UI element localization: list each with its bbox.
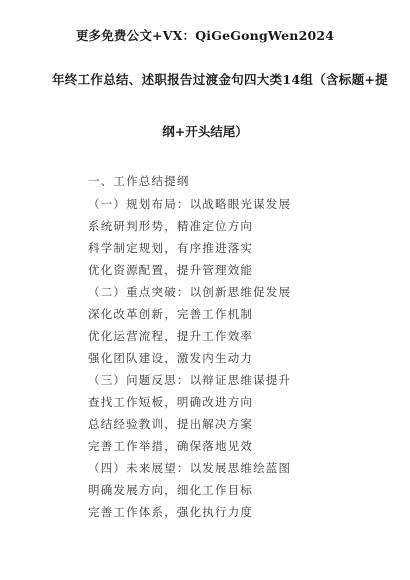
subsection-heading-3: （三）问题反思：以辩证思维谋提升 — [88, 373, 292, 387]
body-line: 系统研判形势，精准定位方向 — [88, 219, 254, 233]
subsection-heading-2: （二）重点突破：以创新思维促发展 — [88, 285, 292, 299]
body-line: 优化运营流程，提升工作效率 — [88, 329, 254, 343]
promo-header: 更多免费公文+VX：QiGeGongWen2024 — [75, 28, 335, 43]
subsection-heading-4: （四）未来展望：以发展思维绘蓝图 — [88, 461, 292, 475]
body-line: 总结经验教训，提出解决方案 — [88, 417, 254, 431]
body-line: 深化改革创新，完善工作机制 — [88, 307, 254, 321]
section-heading: 一、工作总结提纲 — [88, 174, 190, 188]
body-line: 明确发展方向，细化工作目标 — [88, 483, 254, 497]
body-line: 强化团队建设，激发内生动力 — [88, 351, 254, 365]
document-title-line-2: 纲+开头结尾） — [162, 124, 248, 139]
subsection-heading-1: （一）规划布局：以战略眼光谋发展 — [88, 197, 292, 211]
document-title-line-1: 年终工作总结、述职报告过渡金句四大类14组（含标题+提 — [52, 72, 388, 87]
body-line: 优化资源配置，提升管理效能 — [88, 263, 254, 277]
body-line: 完善工作体系，强化执行力度 — [88, 505, 254, 519]
body-line: 完善工作举措，确保落地见效 — [88, 439, 254, 453]
body-line: 查找工作短板，明确改进方向 — [88, 395, 254, 409]
body-line: 科学制定规划，有序推进落实 — [88, 241, 254, 255]
